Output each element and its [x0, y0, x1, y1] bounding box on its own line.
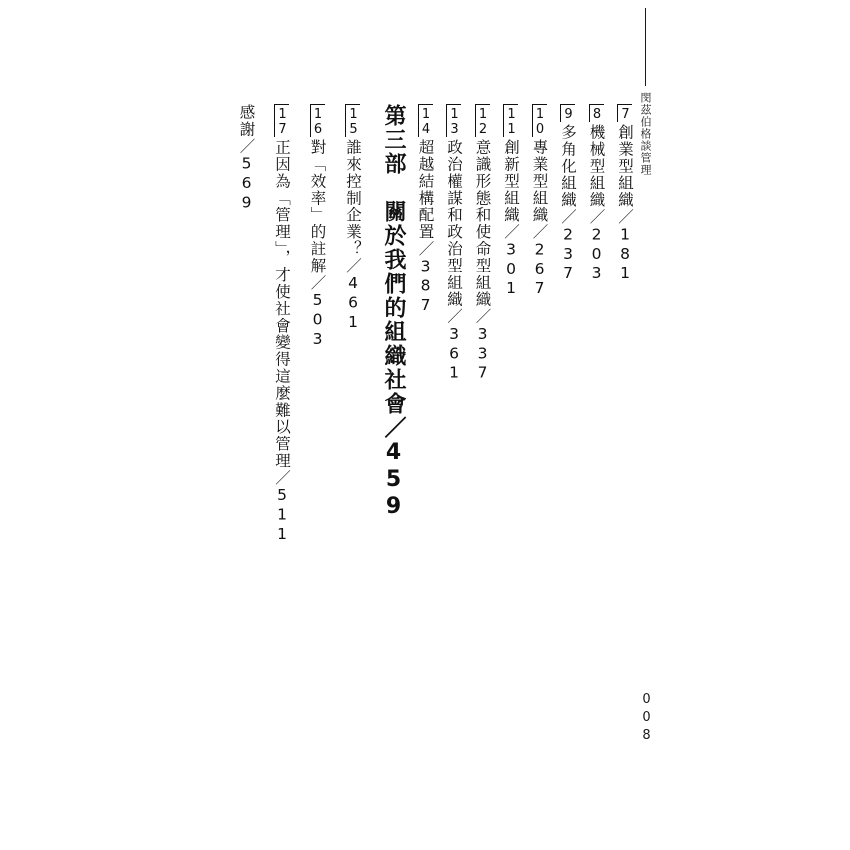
toc-entry-label: 意識形態和使命型組織／337	[473, 139, 492, 384]
toc-entry-number: 13	[446, 104, 461, 137]
toc-part-heading[interactable]	[382, 104, 404, 521]
running-head	[634, 8, 656, 176]
toc-entry-number: 7	[617, 104, 632, 122]
toc-entry-label: 多角化組織／237	[559, 124, 577, 284]
toc-entry-14[interactable]	[417, 104, 433, 316]
toc-entry-label: 創業型組織／181	[616, 124, 634, 284]
toc-entry-thanks[interactable]	[238, 104, 254, 213]
toc-entry-number: 15	[345, 104, 360, 137]
page-number: 008	[639, 692, 654, 746]
toc-entry-number: 14	[418, 104, 433, 137]
toc-entry-label: 感謝／569	[237, 104, 256, 213]
table-of-contents	[218, 104, 632, 664]
toc-entry-number: 8	[589, 104, 604, 122]
toc-entry-10[interactable]	[531, 104, 547, 299]
toc-entry-label: 誰來控制企業？／461	[344, 139, 362, 333]
toc-entry-label: 政治權謀和政治型組織／361	[445, 139, 463, 384]
toc-entry-17[interactable]	[274, 104, 290, 544]
toc-entry-label: 正因為「管理」，才使社會變得這麼難以管理／511	[273, 139, 291, 545]
toc-entry-12[interactable]	[474, 104, 490, 383]
running-head-rule	[645, 8, 646, 86]
toc-part-heading-label: 第三部 關於我們的組織社會／459	[381, 104, 406, 521]
toc-entry-13[interactable]	[446, 104, 462, 383]
toc-entry-number: 10	[532, 104, 547, 137]
toc-entry-number: 12	[475, 104, 490, 137]
toc-entry-9[interactable]	[560, 104, 576, 284]
toc-entry-label: 創新型組織／301	[502, 139, 520, 299]
toc-entry-label: 超越結構配置／387	[416, 139, 435, 316]
toc-entry-number: 16	[310, 104, 325, 137]
toc-entry-label: 對「效率」的註解／503	[308, 139, 327, 350]
toc-entry-15[interactable]	[345, 104, 361, 332]
running-head-text: 閔茲伯格談管理	[639, 92, 653, 176]
toc-entry-number: 11	[503, 104, 518, 137]
toc-entry-16[interactable]	[309, 104, 325, 349]
toc-entry-7[interactable]	[617, 104, 633, 284]
toc-entry-number: 9	[560, 104, 575, 122]
toc-entry-11[interactable]	[503, 104, 519, 299]
toc-entry-label: 機械型組織／203	[587, 124, 606, 284]
toc-entry-number: 17	[274, 104, 289, 137]
toc-entry-8[interactable]	[588, 104, 604, 284]
toc-entry-label: 專業型組織／267	[530, 139, 549, 299]
